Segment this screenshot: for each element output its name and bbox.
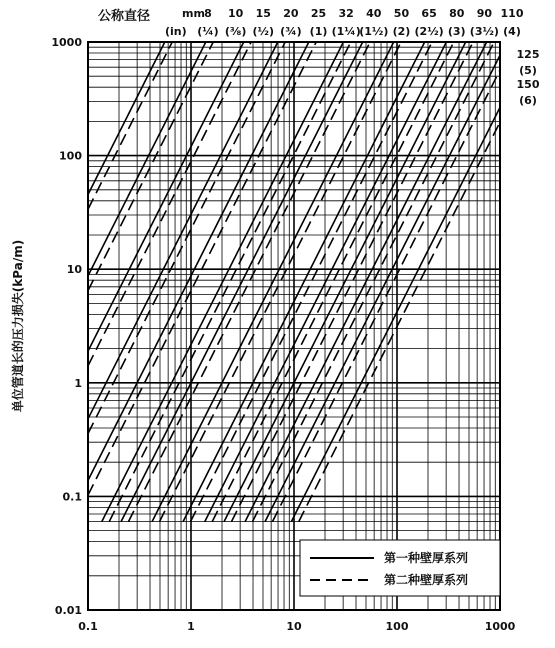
y-tick-label: 10 (66, 263, 82, 277)
pipe-size-mm-125: 125 (516, 48, 540, 61)
pipe-size-in-10: (⅜) (224, 25, 247, 38)
header-title: 公称直径 (98, 9, 151, 24)
series-line-65mm-solid (183, 42, 425, 522)
series-line-125mm-dashed (272, 70, 500, 522)
series-line-110mm-dashed (253, 42, 495, 522)
pipe-size-mm-40: 40 (366, 7, 382, 20)
series-line-90mm-solid (224, 42, 466, 522)
y-axis-label: 单位管道长的压力损失(kPa/m) (11, 239, 25, 413)
pipe-size-mm-25: 25 (310, 7, 327, 20)
pipe-size-mm-65: 65 (421, 7, 437, 20)
pipe-size-mm-110: 110 (500, 7, 524, 20)
pipe-size-in-15: (½) (252, 25, 274, 38)
pipe-size-mm-15: 15 (255, 7, 271, 20)
y-tick-label: 100 (59, 149, 82, 163)
pipe-size-mm-80: 80 (449, 7, 465, 20)
x-tick-label: 0.1 (78, 620, 98, 633)
x-tick-labels (78, 620, 515, 633)
legend-box (300, 540, 500, 596)
pipe-size-in-25: (1) (309, 25, 328, 38)
grid (88, 42, 500, 610)
pipe-size-in-110: (4) (503, 25, 521, 38)
series-line-25mm-solid (88, 42, 309, 480)
y-tick-labels (51, 36, 82, 617)
pipe-size-mm-10: 10 (227, 7, 244, 20)
pipe-size-in-150: (6) (519, 94, 537, 107)
pipe-size-in-80: (3) (447, 25, 466, 38)
legend-label-series-1: 第一种壁厚系列 (384, 551, 469, 565)
series-line-90mm-dashed (231, 42, 473, 522)
x-tick-label: 10 (286, 620, 302, 633)
series-line-32mm-solid (102, 42, 344, 522)
y-tick-label: 0.01 (54, 604, 82, 617)
pipe-size-in-32: (1¼) (331, 25, 361, 38)
x-tick-label: 100 (385, 620, 409, 633)
series-line-8mm-solid (88, 42, 165, 195)
pipe-size-in-40: (1½) (359, 25, 389, 38)
pipe-size-mm-90: 90 (476, 7, 493, 20)
y-tick-label: 1000 (51, 36, 82, 49)
pipe-size-mm-20: 20 (283, 7, 299, 20)
in-prefix: (in) (165, 25, 187, 38)
y-tick-label: 1 (74, 376, 82, 390)
pipe-size-in-90: (3½) (469, 25, 499, 38)
pipe-size-mm-150: 150 (516, 78, 540, 91)
x-tick-label: 1000 (484, 620, 516, 633)
series-line-32mm-dashed (109, 42, 351, 522)
pipe-size-mm-50: 50 (393, 7, 410, 20)
pipe-size-mm-32: 32 (338, 7, 354, 20)
y-tick-label: 0.1 (62, 490, 82, 504)
series-line-150mm-dashed (299, 122, 500, 521)
pipe-size-in-125: (5) (519, 64, 537, 77)
legend (300, 540, 500, 596)
series-line-15mm-solid (88, 42, 244, 351)
legend-label-series-2: 第二种壁厚系列 (384, 573, 469, 587)
pipe-size-in-20: (¾) (280, 25, 302, 38)
mm-prefix: mm (182, 7, 205, 20)
pipe-size-in-50: (2) (392, 25, 411, 38)
x-tick-label: 1 (187, 620, 195, 633)
pipe-size-in-65: (2½) (414, 25, 444, 38)
pipe-size-in-8: (¼) (197, 25, 219, 38)
series-line-65mm-dashed (190, 42, 432, 522)
pipe-size-mm-8: 8 (204, 7, 212, 20)
